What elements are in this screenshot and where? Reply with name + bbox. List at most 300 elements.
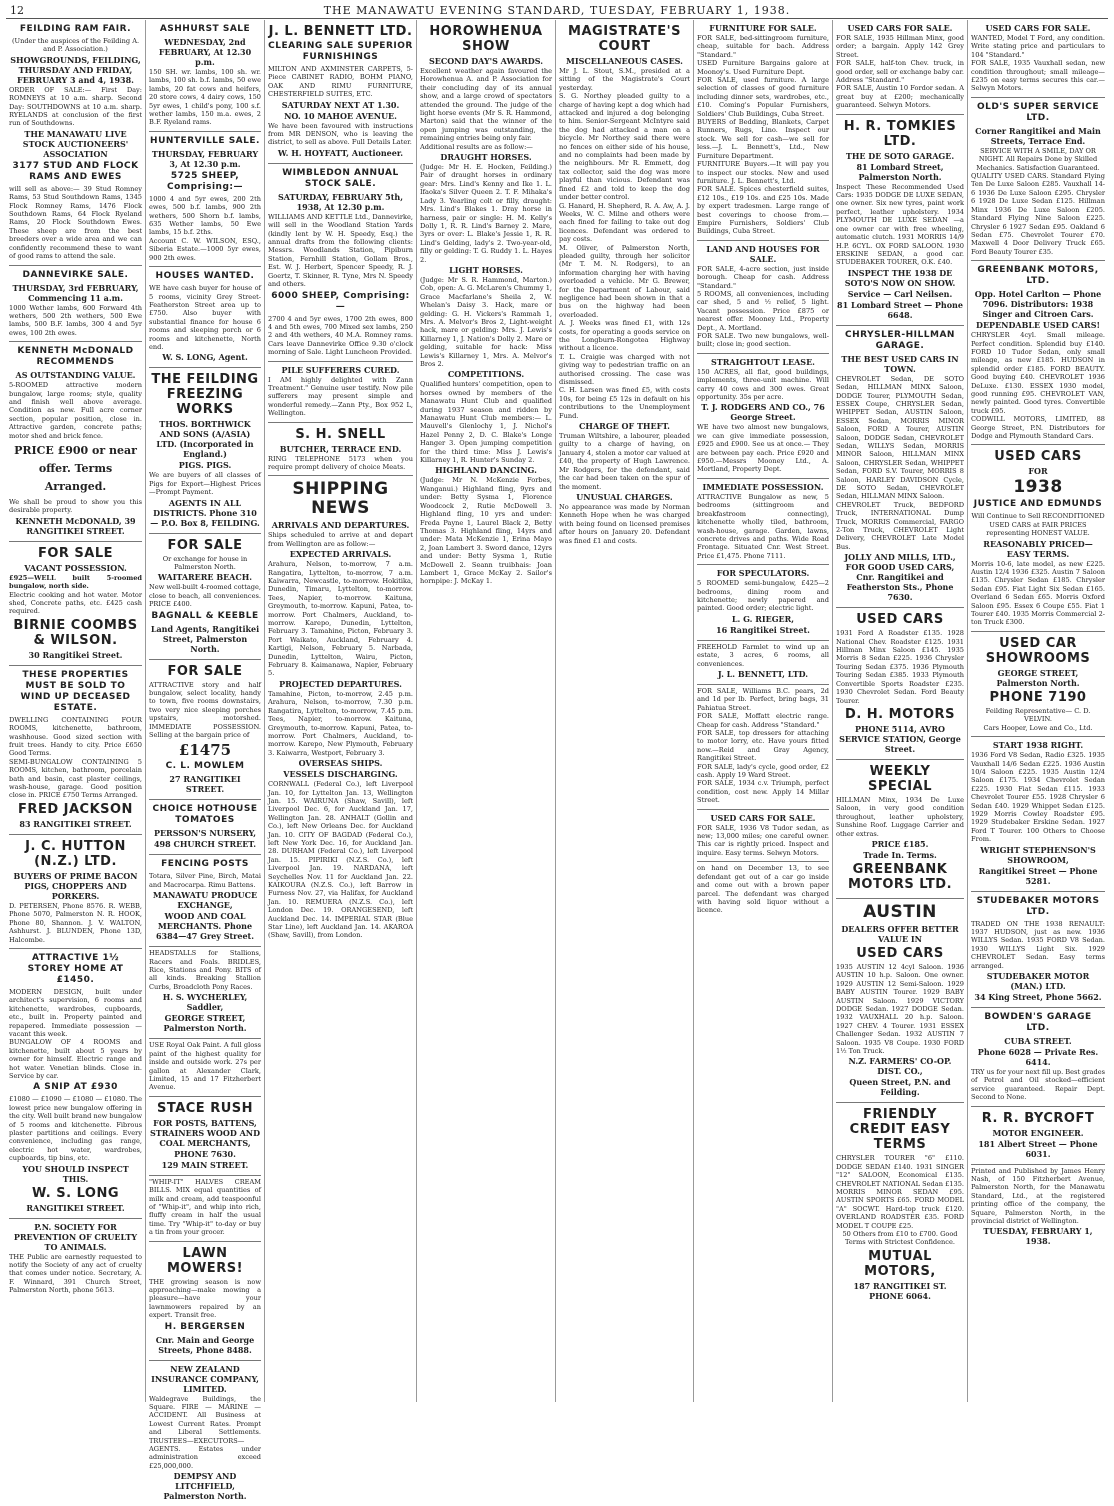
ad-address: GEORGE STREET, Palmerston North.: [163, 1013, 247, 1034]
ad-text: MILTON AND AXMINSTER CARPETS, 5-Piece CABINET RADIO, BOHM PIANO, OAK AND RIMU FURNITURE, CHESTERFIELD SUITES, ETC.: [268, 65, 416, 99]
ad-agent: MANAWATU PRODUCE EXCHANGE,: [152, 890, 258, 911]
ad-subtitle: FOR: [1028, 466, 1048, 477]
ad-address: NO. 10 MAHOE AVENUE.: [284, 110, 397, 121]
section-heading: FOR SPECULATORS.: [716, 568, 810, 579]
article-headline: SHIPPING NEWS: [292, 479, 389, 519]
ad-subtitle: WAITARERE BEACH.: [157, 572, 253, 583]
ad-whip-it: [149, 1176, 264, 1242]
ad-subtitle: CLEARING SALE SUPERIOR FURNISHINGS: [268, 41, 413, 62]
ad-price: PRICE £185.: [871, 838, 929, 849]
ad-text: 1000 4 and 5yr ewes, 200 2th ewes, 500 b.f. lambs, 900 2th wethers, 500 Shorn b.f. lambs, 635 Wether lambs, 50 Ewe lambs, 15 b.f. 2ths.: [149, 194, 264, 237]
ad-agent: C. L. MOWLEM: [165, 761, 245, 772]
article-subheading: HIGHLAND DANCING.: [435, 465, 537, 476]
ad-title: PILE SUFFERERS CURED.: [281, 364, 400, 375]
ad-text: DWELLING CONTAINING FOUR ROOMS, kitchenette, bathroom, washhouse. Good sized section with fruit trees. Handy to city. Price £650 Good Terms.: [9, 715, 145, 758]
ad-address: 34 King Street, Phone 5662.: [974, 992, 1102, 1002]
ad-count: 3177 STUD AND FLOCK RAMS AND EWES: [12, 160, 139, 182]
article-text: Ships scheduled to arrive at and depart from Wellington are as follow:—: [268, 531, 416, 548]
ad-text: Electric cooking and hot water. Motor shed, Concrete paths, etc. £425 cash required.: [9, 590, 145, 616]
ad-address: 129 MAIN STREET.: [161, 1159, 249, 1170]
ad-title: KENNETH McDONALD RECOMMENDS: [17, 346, 134, 368]
ad-tomatoes: [149, 800, 261, 855]
ad-title: ATTRACTIVE 1½ STOREY HOME AT £1450.: [27, 952, 124, 985]
classified-text: FOR SALE, 1935 Vauxhall sedan, new condition throughout; small mileage—£235 on easy terms secures this car.—Selwyn Motors.: [971, 59, 1108, 93]
ad-agent: BIRNIE COOMBS & WILSON.: [13, 617, 138, 648]
ad-text: Account C. W. WILSON, ESQ., Siberia Estate.—1000 5yr ewes, 900 2th ewes.: [149, 236, 264, 262]
ad-agent: WRIGHT STEPHENSON'S SHOWROOM,: [980, 844, 1096, 865]
section-heading: USED CARS FOR SALE.: [985, 23, 1091, 33]
ad-address: 27 RANGITIKEI STREET.: [169, 774, 241, 795]
ad-text: 1936 Ford V8 Sedan, Radio £325. 1935 Vauxhall 14/6 Sedan £225. 1936 Austin 10/4 Saloon £225. 1935 Austin 12/4 Saloon £175. 1934 Chevrolet Sedan £225. 1930 Fiat Sedan £115. 1933 Chevrolet Tourer £55. 1928 Chrysler 6 Sedan £40. 1929 Whippet Sedan £125. 1929 Morris Cowley Roadster £95. 1929 Studebaker Erskine Sedan. 1927 Ford T Tourer. 100 Others to Choose From.: [971, 751, 1108, 844]
ad-subtitle: Trade In. Terms.: [863, 849, 937, 860]
ad-address: RANGITIKEI STREET.: [26, 1202, 125, 1213]
article-subheading: PROJECTED DEPARTURES.: [279, 678, 402, 689]
article-text: Mr J. L. Stout, S.M., presided at a sitting of the Magistrate's Court yesterday.: [559, 67, 693, 92]
ad-title: FOR SALE: [167, 663, 243, 679]
ad-title: J. C. HUTTON (N.Z.) LTD.: [25, 838, 126, 869]
ad-dannevirke-sale: [9, 266, 145, 343]
ad-text: Will Continue to Sell RECONDITIONED USED CARS at FAIR PRICES representing HONEST VALUE.: [971, 512, 1107, 538]
classified-used-cars-3: [971, 20, 1108, 98]
classified-text: USED Furniture Bargains galore at Moonoy's. Used Furniture Dept.: [697, 59, 832, 76]
ad-text: Waldegrave Buildings, the Square. FIRE — MARINE — ACCIDENT. All Business at Lowest Current Rates. Prompt and Liberal Settlements. TRUSTEES—EXECUTORS—AGENTS. Estates under administration exceed £25,000,000.: [149, 1394, 264, 1470]
ad-title: H. R. TOMKIES LTD.: [843, 118, 957, 149]
ad-title: BOWDEN'S GARAGE LTD.: [984, 1012, 1092, 1033]
ad-text: Inspect These Recommended Used Cars: 1935 DODGE DE LUXE SEDAN, one owner. Six new tyres, paint work perfect, leather upholstery. 1934 PLYMOUTH DE LUXE SEDAN —a one owner car with free wheeling, automatic clutch. 1931 MORRIS 14/9 H.P. 6CYL. OX FORD SALOON. 1930 ERSKINE SEDAN, a good car. STUDEBAKER TOURER, O.K. £40.: [836, 182, 967, 267]
ad-subtitle: BUYERS OF PRIME BACON PIGS, CHOPPERS AND PORKERS.: [13, 870, 138, 901]
ad-text: WILLIAMS AND KETTLE Ltd., Dannevirke, will sell in the Woodland Station Yards (kindly lent by W. H. Speedy, Esq.) the annual drafts from the following clients: Messrs. Woodlands Station, Pipiburn Station, Fernhill Station, Gollam Bros., Est. W. J. Herbert, Spencer Speedy, R. J. Goertz, T. Skinner, R. Tyne, Mrs N. Speedy and others.: [268, 212, 416, 289]
ad-title: FOR SALE: [167, 537, 243, 553]
ad-title: NEW ZEALAND INSURANCE COMPANY, LIMITED.: [151, 1363, 259, 1394]
ad-title: CHOICE HOTHOUSE TOMATOES: [152, 804, 258, 826]
article-text: S. G. Northey pleaded guilty to a charge of having kept a dog which had attacked and injured a dog belonging to him. Senior-Sergeant McIntyre said the dog had attacked a man on a bicycle. Mr Northey said there were no fences on either side of his house, and no complaints had been made by the neighbours. Mr R. Emmett, dog tax collector, said the dog was more playful than vicious. Defendant was fined £2 and told to keep the dog under better control.: [559, 92, 693, 202]
ad-mutual-motors: [836, 1103, 967, 1305]
ad-count: 6000 SHEEP, Comprising:—: [271, 290, 410, 312]
ad-text: THE growing season is now approaching—make mowing a pleasure—have your lawnmowers repaired by an expert. Transit free.: [149, 1277, 264, 1320]
classified-text: FOR SALE. Two new bungalows, well-built; close in; good section.: [697, 332, 829, 349]
ad-title: FOR SALE: [37, 545, 114, 561]
ad-address: 187 RANGITIKEI ST. PHONE 6064.: [853, 1280, 947, 1301]
classified-text: 5 ROOMED semi-bungalow, £425—2 bedrooms, dining room and kitchenette; newly papered and painted. Good order; electric light.: [697, 579, 832, 613]
ad-title: GREENBANK MOTORS, LTD.: [977, 265, 1099, 287]
article-text: Qualified hunters' competition, open to horses owned by members of the Manawatu Hunt Club and qualified during 1937 season and ridden by Manawatu Hunt Club members:— L. Mauvell's Glenlochy 1, J. Nichol's Hazel Penny 2, D. C. Blake's Longe Hanger 3. Open jumping competition for the third time: Miss J. Lewis's Killarney 1, R. Hunter's Sunday 2.: [420, 380, 555, 465]
article-text: G. Hanard, H. Shepherd, R. A. Aw, A. J. Weeks, W. C. Milne and others were each fined for failing to take out dog licences. Defendant was ordered to pay costs.: [559, 201, 693, 244]
ad-chrysler-hillman: [836, 326, 967, 609]
ad-text: will sell as above:— 39 Stud Romney Rams, 53 Stud Southdown Rams, 1345 Flock Romney Rams, 1476 Flock Southdown Rams, 64 Flock Ryeland Rams, 20 Flock Southdown Ewes. These sheep are from the best breeders over a wide area and we can confidently recommend these to want of good rams to attend the sale.: [9, 184, 145, 261]
ad-title: USED CARS: [856, 612, 944, 628]
ad-address: Cnr. Main and George Streets, Phone 8488.: [155, 1334, 255, 1355]
ad-address: PHONE 5114, AVRO SERVICE STATION, George Street.: [839, 723, 961, 754]
ad-bycroft: [971, 1107, 1105, 1165]
ad-text: New well-built 4-roomed cottage, close to beach, all conveniences. PRICE £400.: [149, 583, 264, 609]
classified-immediate-possession: [697, 479, 832, 565]
ad-dh-motors: [836, 608, 967, 760]
ad-tomkies: [836, 115, 967, 326]
ad-address: GEORGE STREET, Palmerston North.: [996, 667, 1080, 688]
ad-subtitle: SHOWGROUNDS, FEILDING, THURSDAY AND FRIDAY, FEBRUARY 3 and 4, 1938.: [10, 54, 141, 85]
ad-title: R. R. BYCROFT: [981, 1110, 1095, 1126]
ad-text: 1935 AUSTIN 12 4cyl Saloon. 1936 AUSTIN 10 h.p. Saloon. One owner. 1929 AUSTIN 12 Semi-Saloon. 1929 BABY AUSTIN Tourer. 1929 BABY AUSTIN Saloon. 1929 VICTORY DODGE Sedan. 1927 DODGE Sedan. 1932 VAUXHALL 20 h.p. Saloon. 1927 CHEV. 4 Tourer. 1931 ESSEX Challenger Sedan. 1932 AUSTIN 7 Saloon. 1935 V8 Coupe. 1930 FORD 1½ Ton Truck.: [836, 962, 967, 1055]
classified-text: FOR SALE, Moffatt electric range. Cheap for cash. Address "Standard.": [697, 712, 832, 729]
page-number: 12: [10, 4, 24, 17]
article-text: (Judge: Mr S. R. Hammond, Marton.) Cob, open: A. G. McLaren's Chummy 1, Grace Macfarlane's Sheila 2, W. Whelan's Daisy 3. Hack, mare or gelding: G. H. Vickers's Rammah 1, Mrs. A. Melvor's Bros 2, Light-weight hack, mare or gelding: Mrs. J. Lewis's Killarney 1, J. Nation's Dolly 2. Mare or gelding, suitable for hack: Miss Lewis's Killarney 1, Mrs. A. Melvor's Bros 2.: [420, 275, 555, 368]
classified-text: 150 ACRES, all flat, good buildings, implements, three-unit machine. Will carry 40 cows and 300 ewes. Great opportunity. 35s per acre.: [697, 367, 832, 402]
ad-text: HEADSTALLS for Stallions, Racers and Foals. BRIDLES, Rice, Stations and Pony. BITS of all kinds. Breaking Stallion Curbs, Broadcloth Pony Races.: [149, 949, 264, 991]
ad-agent: MUTUAL MOTORS,: [864, 1248, 936, 1279]
ad-olds-super-service: [971, 98, 1108, 261]
ad-mowlem: [149, 660, 264, 801]
article-text: Arahura, Nelson, to-morrow, 7 a.m. Rangatira, Lyttelton, to-morrow, 7 a.m. Kaiwarra, Newcastle, to-morrow. Hokitika, Dunedin, Timaru, Lyttelton, to-morrow. Tees, Napier, to-morrow. Kaituna, Greymouth, to-morrow. Kapuni, Patea, to-morrow. Port Chalmers, Auckland, to-morrow. Karepo, Dunedin, Lyttelton, February 3. Tamahine, Picton, February 3. Port Waikato, Auckland, February 4. Kartigi, Nelson, February 5. Narbada, Dunedin, Lyttelton, Wairu, Picton, February 8. Kaimanawa, Napier, February 5.: [268, 560, 416, 678]
article-subheading: MISCELLANEOUS CASES.: [566, 56, 683, 66]
ad-agent: FRED JACKSON: [18, 801, 133, 817]
ad-agent: D. H. MOTORS: [845, 706, 955, 722]
ad-subtitle: THE DE SOTO GARAGE.: [845, 150, 955, 161]
ad-address: 81 Lombard Street, Palmerston North.: [856, 161, 944, 182]
ad-text: HILLMAN Minx, 1934 De Luxe Saloon, in very good condition throughout, leather upholstery, Sunshine Roof. Luggage Carrier and other extras.: [836, 795, 967, 838]
ad-text: Or exchange for house in Palmerston North.: [162, 554, 250, 571]
ad-title: THESE PROPERTIES MUST BE SOLD TO WIND UP DECEASED ESTATE.: [20, 669, 131, 713]
ad-title: THE FEILDING FREEZING WORKS: [151, 372, 259, 418]
ad-hutton: [9, 835, 145, 949]
classified-speculators: [697, 565, 832, 641]
classified-misc: [697, 685, 832, 810]
ad-text: We have been favoured with instructions from MR DENSON, who is leaving the district, to sell as above. Full Details Later.: [268, 121, 416, 147]
ad-subtitle: YOU SHOULD INSPECT THIS.: [22, 1163, 129, 1184]
article-subheading: VESSELS DISCHARGING.: [283, 769, 398, 780]
ad-subtitle: DEPENDABLE USED CARS!: [976, 320, 1100, 331]
classified-text: FOR SALE, 1934 c.v. Triumph, perfect condition, cost new. Apply 14 Millar Street.: [697, 779, 832, 805]
ad-title: FENCING POSTS: [161, 859, 249, 870]
ad-deceased-estate: [9, 666, 145, 835]
column-4: [417, 20, 556, 1402]
newspaper-page: [6, 20, 1108, 1502]
article-subheading: ARRIVALS AND DEPARTURES.: [271, 520, 410, 531]
ad-hunterville-sale: [149, 132, 264, 267]
ad-title: WIMBLEDON ANNUAL STOCK SALE.: [282, 167, 399, 189]
ad-text: CHEVROLET Sedan, DE SOTO Sedan, HILLMAN MINX Saloon, DODGE Tourer, PLYMOUTH Sedan, ESSEX Coupe, CHRYSLER Sedan, WHIPPET Sedan, AUSTIN Saloon, ESSEX Sedan, MORRIS MINOR Saloon, FORD A Tourer, AUSTIN Saloon, DODGE Sedan, CHEVROLET Sedan, WILLYS Sedan, MORRIS MINOR Saloon, HILLMAN MINX Saloon, CHRYSLER Sedan, WHIPPET Sedan, FORD S.V. Tourer, MORRIS 8 Saloon, HARLEY DAVIDSON Cycle, DE SOTO Sedan, CHEVROLET Sedan, HILLMAN MINX Saloon.: [836, 374, 967, 501]
ad-nz-insurance: [149, 1361, 264, 1506]
section-heading: IMMEDIATE POSSESSION.: [702, 481, 824, 492]
article-subheading: DRAUGHT HORSES.: [440, 152, 532, 163]
ad-subtitle: FOR POSTS, BATTENS, STRAINERS WOOD AND COAL MERCHANTS,: [149, 1117, 261, 1148]
ad-text: ATTRACTIVE story and half bungalow, select locality, handy to town, five rooms downstairs, two very nice sleeping porches upstairs, motorshed. IMMEDIATE POSSESSION. Selling at the bargain price of: [149, 680, 264, 740]
section-heading: USED CARS FOR SALE.: [710, 812, 816, 823]
ad-snell-butcher: [268, 423, 416, 477]
ad-title: WEEKLY SPECIAL: [868, 763, 932, 794]
ad-address: 498 CHURCH STREET.: [153, 839, 257, 850]
article-text: Excellent weather again favoured the Horowhenua A. and P. Association for their concluding day of its annual show, and a large crowd of spectators attended the ground. The judge of the light horse events (Mr S. R. Hammond, Marton) said that the winner of the open jumping was outstanding, the remaining entries being only fair.: [420, 67, 555, 143]
ad-title: START 1938 RIGHT.: [992, 740, 1084, 751]
classified-text: FOR SALE, 1936 V8 Tudor sedan, as new; 13,000 miles; one careful owner. This car is rightly priced. Inspect and inquire. Easy terms. Selwyn Motors.: [697, 823, 832, 857]
classified-text: FURNITURE Buyers.—It will pay you to inspect our stocks. New and used furniture. J. L. Bennett's, Ltd.: [697, 160, 832, 185]
ad-text: USE Royal Oak Paint. A full gloss paint of the highest quality for inside and outside work. 27s per gallon at Alexander Clark, Limited, 15 and 17 Fitzherbert Avenue.: [149, 1041, 264, 1092]
article-headline: HOROWHENUA SHOW: [429, 24, 543, 54]
ad-title: DANNEVIRKE SALE.: [22, 269, 129, 280]
classified-text: FOR SALE, 1935 Hillman Minx, good order; a bargain. Apply 142 Grey Street.: [836, 34, 967, 59]
ad-bowdens-garage: [971, 1008, 1108, 1107]
ad-text: THE Public are earnestly requested to notify the Society of any act of cruelty that comes under notice. Secretary, A. F. Winnard, 391 Church Street, Palmerston North, phone 5613.: [9, 1252, 145, 1295]
ad-date: SATURDAY, FEBRUARY 5th, 1938, At 12.30 p.m.: [277, 191, 403, 212]
ad-year: 1938: [1013, 477, 1063, 498]
ad-text: 1000 Wether lambs, 600 Forward 4th wethers, 500 2th wethers, 500 Ewe lambs, 500 B.F. lambs, 300 4 and 5yr ewes, 100 2th ewes.: [9, 303, 145, 337]
classified-text: ATTRACTIVE Bungalow as new, 5 bedrooms (sittingroom and breakfastroom connecting), kitchenette wholly tiled, bathroom, wash-house, garage. Garden, lawns, concrete drives and paths. Wide Road Frontage. Situated Cnr. West Street. Price £1,475. Phone 7111.: [697, 492, 832, 560]
classified-used-cars: [697, 810, 832, 863]
ad-title: ASHHURST SALE: [159, 24, 251, 34]
classified-text: FREEHOLD Farmlet to wind up an estate, 3 acres, 6 rooms, all conveniences.: [697, 642, 832, 668]
ad-text: Totara, Silver Pine, Birch, Matai and Macrocarpa. Rimu Battens.: [149, 872, 264, 889]
ad-text: CHEVROLET Truck, BEDFORD Truck, INTERNATIONAL Dump Truck, MORRIS Commercial, FARGO 2-Ton Truck, CHEVROLET Light Delivery, CHEVROLET Late Model Bus.: [836, 500, 967, 551]
ad-text: SEMI-BUNGALOW CONTAINING 5 ROOMS, kitchen, bathroom, porcelain bath and basin, cast plaster ceilings, wash-house, garage. Good position close in. PRICE £750 Terms Arranged.: [9, 757, 145, 800]
ad-agent: BAGNALL & KEEBLE: [151, 610, 259, 621]
ad-text: Feilding Representative— C. D. VELVIN.: [985, 706, 1093, 724]
ad-phone: 81 Lombard Street — Phone 6648.: [837, 299, 963, 320]
ad-studebaker-motors: [971, 892, 1108, 1008]
article-text: Truman Wiltshire, a labourer, pleaded guilty to a charge of having, on January 4, stolen a motor car valued at £40, the property of Hugh Lawrence. Mr Rodgers, for the defendant, said the car had been taken on the spur of the moment.: [559, 432, 693, 491]
ad-kenneth-mcdonald: [9, 342, 145, 542]
ad-text: BUNGALOW OF 4 ROOMS and kitchenette, built about 5 years by owner for himself. Electric range and hot water. Venetian blinds. Close in. Service by car.: [9, 1038, 145, 1080]
ad-storey-home: [9, 949, 145, 1219]
article-text: Tamahine, Picton, to-morrow, 2.45 p.m. Arahura, Nelson, to-morrow, 7.30 p.m. Rangatira, Lyttelton, to-morrow, 7.45 p.m. Tees, Napier, to-morrow. Kaituna, Greymouth, to-morrow. Kapuni, Patea, to-morrow. Port Chalmers, Auckland, to-morrow. Karepo, New Plymouth, February 3. Kaiwarra, Westport, February 3.: [268, 689, 416, 757]
ad-address: 83 RANGITIKEI STREET.: [19, 818, 132, 829]
ad-agent: J. L. BENNETT, LTD.: [717, 668, 809, 679]
imprint: [971, 1165, 1108, 1252]
ad-saddler: [149, 947, 264, 1039]
article-text: CORNWALL (Federal Co.), left Liverpool Jan. 10, for Lyttelton Jan. 13, Wellington Jan. 15. WAIRUNA (Shaw, Savill), left Liverpool Dec. 6, for Auckland Jan. 17, Wellington Jan. 28. ANHALT (Gollin and Co.), left New Orleans Dec. for Auckland Jan. 10. CITY OF BAGDAD (Federal Co.), left New York Dec. 16, for Auckland Jan. 28. DURHAM (Federal Co.), left Liverpool Jan. 15. PIPIRIKI (N.Z.S. Co.), left Liverpool Jan. 19. NARDANA, left Seychelles Nov. 11 for Auckland Jan. 22. KAIKOURA (N.Z.S. Co.), left Barrow in Furness Nov. 27, via Halifax, for Auckland Jan. 10. REMUERA (N.Z.S. Co.), left London Dec. 19. ORANGESEND, left Auckland Dec. 14. IMPERIAL STAR (Blue Star Line), left Auckland Jan. 14. AKAROA (Shaw, Savill), from London.: [268, 780, 416, 940]
article-text: C. H. Larsen was fined £5, with costs 10s, for being £5 12s in default on his contributions to the Unemployment Fund.: [559, 386, 693, 420]
ad-address: 30 Rangitikei Street.: [28, 649, 123, 660]
classified-freehold: [697, 641, 832, 685]
ad-used-car-showrooms: [971, 632, 1105, 737]
article-horowhenua-show: [420, 20, 555, 590]
ad-subtitle: VACANT POSSESSION.: [24, 562, 127, 573]
ad-title: J. L. BENNETT LTD.: [268, 24, 413, 39]
section-heading: USED CARS FOR SALE.: [847, 23, 953, 33]
column-1: [6, 20, 146, 1402]
column-2: [146, 20, 265, 1502]
classified-text: FOR SALE, lady's cycle, good order, £2 cash. Apply 19 Ward Street.: [697, 762, 832, 780]
ad-title: STACE RUSH: [156, 1100, 254, 1116]
ad-freezing-works: [149, 368, 264, 533]
ad-text: 50 Others from £10 to £700. Good Terms with Strictest Confidence.: [842, 1230, 960, 1247]
ad-text: 1931 Ford A Roadster £135. 1928 National Chev. Roadster £125. 1931 Hillman Minx Saloon £145. 1935 Morris 8 Sedan £225. 1936 Chrysler Touring Sedan £375. 1936 Plymouth Touring Sedan £385. 1933 Plymouth Convertible Sports Roadster £235. 1930 Chevrolet Sedan. Ford Beauty Tourer.: [836, 629, 967, 705]
ad-text: We are buyers of all classes of Pigs for Export—Highest Prices—Prompt Payment.: [149, 471, 264, 497]
ad-text: 150 SH. wr. lambs, 100 sh. wr. lambs, 100 sh. b.f. lambs, 50 ewe lambs, 20 fat cows and heifers, 20 store cows, 4 dairy cows, 150 5yr ewes, 1 child's pony, 100 s.f. wether lambs, 150 m.a. ewes, 2 B.F. Ryeland rams.: [149, 68, 264, 127]
ad-text: TRY us for your next fill up. Best grades of Petrol and Oil stocked—efficient service guaranteed. Repair Dept. Second to None.: [971, 1068, 1108, 1102]
ad-agent: JOLLY AND MILLS, LTD., FOR GOOD USED CARS, Cnr. Rangitikei and Featherston Sts., Phone 7630.: [844, 552, 956, 603]
column-7: [833, 20, 968, 1402]
ad-agent: H. BERGERSEN: [164, 1321, 246, 1332]
column-6: [694, 20, 833, 1402]
ad-subtitle: REASONABLY PRICED— EASY TERMS.: [983, 538, 1093, 559]
classified-text: FOR SALE, Williams B.C. pears, 2d and 1d per lb. Perfect, bring bags, 31 Pahiatua Street.: [697, 686, 832, 712]
ad-subtitle: USED CARS: [856, 945, 944, 961]
ad-wimbledon-sale: [268, 164, 416, 362]
ad-subtitle: THOS. BORTHWICK AND SONS (A/ASIA) LTD. (Incorporated in England.): [156, 419, 254, 460]
ad-waitarere: [149, 534, 264, 660]
classified-straightout-lease: [697, 354, 832, 479]
ad-agent: W. S. LONG: [32, 1185, 119, 1201]
ad-title: HOUSES WANTED.: [155, 271, 255, 282]
ad-agent: DEMPSY AND LITCHFIELD, Palmerston North.: [163, 1471, 247, 1502]
classified-land-houses: [697, 241, 832, 354]
column-3: [265, 20, 417, 1402]
masthead: [6, 4, 1108, 19]
ad-agent: W. H. HOYFATT, Auctioneer.: [277, 147, 404, 158]
section-heading: STRAIGHTOUT LEASE.: [711, 356, 815, 367]
classified-text: 5 ROOMS, all conveniences, including car shed, 5 and ½ relief, 5 light. Vacant possession. Price £875 or nearest offer. Mooney Ltd., Property Dept., A. Mortland.: [697, 289, 832, 332]
article-subheading: LIGHT HORSES.: [449, 264, 523, 275]
ad-price: A SNIP AT £930: [33, 1082, 118, 1093]
article-continued: [697, 862, 832, 918]
ad-agent: T. J. RODGERS AND CO., 76 George Street.: [701, 402, 825, 423]
ad-text: 2700 4 and 5yr ewes, 1700 2th ewes, 800 4 and 5th ewes, 700 Mixed sex lambs, 250 2 and 4th wethers, 40 M.A. Romney rams. Cars leave Dannevirke Office 9.30 o'clock morning of Sale. Light Luncheon Provided.: [268, 314, 416, 357]
ad-fencing-posts: [149, 855, 264, 947]
ad-title: FRIENDLY CREDIT EASY TERMS: [849, 1107, 951, 1153]
ad-address: 181 Albert Street — Phone 6031.: [978, 1138, 1098, 1159]
ad-text: Morris 10-6, late model, as new £225. Austin 12/4 1936 £325. Austin 7 Saloon £135. Chrysler Sedan £185. Chrysler Sedan £95. Fiat Light Six Sedan £165. Overland 6 Sedan £65. Morris Oxford Saloon £95. Essex 6 Coupe £55. Fiat 1 Tourer £40. 1935 Morris Commercial 2-ton Truck £300.: [971, 559, 1108, 627]
ad-royal-oak-paint: [149, 1039, 264, 1096]
ad-title: HUNTERVILLE SALE.: [150, 135, 260, 146]
ad-lawn-mowers: [149, 1242, 264, 1361]
ad-justice-edmunds: [971, 445, 1108, 631]
column-5: [556, 20, 694, 1402]
article-text: (Judge: Mr H. E. Hocken, Feilding.) Pair of draught horses in ordinary gear: Mrs. Lind's Kenny and Ike 1. L. Ifaoka's Silver Queen 2. T. F. Mihaka's Lady 3. Yearling colt or filly, draught: Mrs. Lind's Blakes 1. Dray horse in harness, pair or single: H. M. Kelly's Dolly 1, R. R. Lind's Barney 2. Mare, 3yrs or over: L. Blake's Jessie 1, R. R. Lind's Gelding, lady's 2. Two-year-old, filly or gelding: T. G. Ruddy 1. L. Hayes 2.: [420, 163, 555, 264]
ad-for-sale-vacant: [9, 542, 145, 666]
ad-agent: W. S. LONG, Agent.: [162, 352, 248, 363]
ad-phone: PHONE 7630.: [174, 1148, 236, 1159]
classified-text: FOR SALE, 4-acre section, just inside borough. Cheap for cash. Address "Standard.": [697, 264, 832, 290]
ad-subtitle: AS OUTSTANDING VALUE.: [15, 370, 136, 381]
ad-text: "WHIP-IT" HALVES CREAM BILLS. MIX equal quantities of milk and cream, add teaspoonful of "Whip-it", and whip into rich, fluffy cream in half the usual time. Try "Whip-it" to-day or buy a tin from your grocer.: [149, 1177, 264, 1237]
ad-title: CHRYSLER-HILLMAN GARAGE.: [845, 329, 955, 351]
ad-count: 5725 SHEEP, Comprising:—: [166, 170, 244, 192]
ad-address: Land Agents, Rangitikei Street, Palmerston North.: [150, 623, 260, 654]
article-text: A. J. Weeks was fined £1, with 12s costs, for operating a goods service on the Longburn-Rongotea Highway without a licence.: [559, 319, 693, 353]
ad-agent: PERSSON'S NURSERY,: [153, 828, 257, 839]
ad-text: ORDER OF SALE:— First Day: ROMNEYS at 10 a.m. sharp. Second Day: SOUTHDOWNS at 10 a.m. sharp. RYELANDS at conclusion of the first run of Southdowns.: [9, 85, 145, 128]
ad-price: PRICE £900 or near offer. Terms Arranged.: [14, 443, 137, 493]
ad-title: S. H. SNELL: [295, 426, 386, 442]
ad-text: D. PETERSEN, Phone 8576. R. WEBB, Phone 5070, Palmerston N. R. HOOK, Phone 80, Shannon. J. V. WALTON, Ashhurst. J. BLUNDEN, Phone 13D, Halcombe.: [9, 901, 145, 944]
ad-subtitle: WEDNESDAY, 2nd FEBRUARY, At 12.30 p.m.: [158, 37, 252, 67]
ad-address: WOOD AND COAL MERCHANTS. Phone 6384—47 Grey Street.: [155, 911, 255, 942]
ad-text: We shall be proud to show you this desirable property.: [9, 497, 145, 515]
classified-used-cars-2: [836, 20, 967, 115]
ad-price: £1475: [178, 741, 232, 760]
article-text: T. L. Craigie was charged with not giving way to pedestrian traffic on an authorised crossing. The case was dismissed.: [559, 352, 693, 387]
ad-agent: STUDEBAKER MOTOR (MAN.) LTD.: [986, 971, 1090, 991]
ad-title: AUSTIN: [863, 901, 937, 922]
article-subheading: COMPETITIONS.: [447, 369, 525, 380]
ad-subtitle: Opp. Hotel Carlton — Phone 7096. Distributors: 1938 Singer and Citroen Cars.: [974, 289, 1102, 320]
ad-subtitle: Corner Rangitikei and Main Streets, Terrace End.: [975, 125, 1101, 146]
classified-text: FOR SALE, used furniture. A large selection of classes of good furniture including dinner sets, wardrobes, etc., £10. Coming's Popular Furnishers, Soldiers' Club Buildings, Cuba Street.: [697, 76, 832, 118]
ad-title: OLD'S SUPER SERVICE LTD.: [977, 101, 1099, 123]
ad-houses-wanted: [149, 267, 264, 368]
ad-text: RING TELEPHONE 5173 when you require prompt delivery of choice Meats.: [268, 454, 416, 471]
classified-furniture: [697, 20, 832, 241]
section-heading: LAND AND HOUSES FOR SALE.: [706, 243, 820, 264]
ad-wright-stephenson: [971, 737, 1108, 891]
ad-address: AGENTS IN ALL DISTRICTS. Phone 310 — P.O. Box 8, FEILDING.: [150, 497, 260, 528]
ad-agent: GREENBANK MOTORS LTD.: [847, 861, 953, 892]
ad-text: MODERN DESIGN, built under architect's supervision, 6 rooms and kitchenette, wardrobes, cupboards, etc., built in. Property painted and repapered. Immediate possession — vacant this week.: [9, 987, 145, 1038]
ad-text: SERVICE WITH A SMILE, DAY OR NIGHT. All Repairs Done by Skilled Mechanics. Satisfaction Guaranteed.: [976, 146, 1100, 172]
classified-text: FOR SALE, top dressers for attaching to motor lorry, etc. Have yours fitted now.—Reid and Gray Agency, Rangitikei Street.: [697, 729, 832, 763]
ad-agent: JUSTICE AND EDMUNDS: [973, 499, 1103, 510]
ad-text: WE have cash buyer for house of 5 rooms, vicinity Grey Street-Featherston Street area up to £750. Also buyer with substantial finance for house 6 rooms and sleeping porch or 6 rooms and kitchenette, North end.: [149, 284, 264, 351]
ad-title: FEILDING RAM FAIR.: [19, 24, 132, 34]
article-text: No appearance was made by Norman Kenneth Hope when he was charged with being found on licensed premises after hours on January 20. Defendant was fined £1 and costs.: [559, 502, 693, 545]
ad-price: £925—WELL built 5-roomed bungalow, north side.: [9, 573, 145, 591]
classified-text: WE have two almost new bungalows, we can give immediate possession, £925 and £900. See us at once.— They are between pay each. Price £920 and £950.—Messrs Mooney Ltd., A. Mortland, Property Dept.: [697, 423, 832, 474]
article-shipping-news: [268, 476, 416, 943]
newspaper-title: THE MANAWATU EVENING STANDARD, TUESDAY, FEBRUARY 1, 1938.: [323, 4, 791, 17]
ad-subtitle: BUTCHER, TERRACE END.: [279, 443, 402, 454]
article-subheading: UNUSUAL CHARGES.: [576, 491, 673, 502]
classified-text: WANTED, Model T Ford, any condition. Write stating price and particulars to 104 "Standard.": [971, 34, 1108, 59]
ad-text: CODWILL MOTORS, LIMITED, 88 George Street, P.N. Distributors for Dodge and Plymouth Standard Cars.: [971, 415, 1108, 440]
ad-text: I AM highly delighted with Zann Treatment." Genuine user testify. Now pile sufferers may present simple and wonderful remedy.—Zann Pty., Box 952 L, Wellington.: [268, 375, 416, 418]
column-8: [968, 20, 1108, 1402]
ad-title: USED CAR SHOWROOMS: [985, 635, 1091, 666]
ad-pile-sufferers: [268, 362, 416, 423]
ad-weekly-special: [836, 760, 967, 899]
ad-bennett-clearing-sale: [268, 20, 416, 164]
ad-text: 5-ROOMED attractive modern bungalow, large rooms; style, quality and finish well above average. Condition as new. Full acre corner section, popular position, close in. Attractive garden, concrete paths; motor shed and brick fence.: [9, 381, 145, 440]
ad-subtitle: Service — Carl Neilsen.: [847, 288, 953, 299]
ad-title: P.N. SOCIETY FOR PREVENTION OF CRUELTY TO ANIMALS.: [13, 1221, 138, 1252]
ad-address: Queen Street, P.N. and Feilding.: [849, 1077, 951, 1098]
ad-subtitle: DEALERS OFFER BETTER VALUE IN: [841, 923, 959, 944]
classified-text: FOR SALE, Austin 10 Fordor sedan. A great buy at £200; mechanically guaranteed. Selwyn Motors.: [836, 84, 967, 110]
article-magistrates-court: [559, 20, 693, 549]
imprint-text: Printed and Published by James Henry Nash, of 150 Fitzherbert Avenue, Palmerston North, for the Manawatu Standard, Ltd., at the registered printing office of the company, the Square, Palmerston North, in the provincial district of Wellington.: [971, 1166, 1108, 1226]
article-text: Additional results are as follow:—: [420, 142, 533, 151]
ad-stace-rush: [149, 1097, 261, 1176]
article-subheading: SECOND DAY'S AWARDS.: [428, 56, 544, 66]
ad-text: (Under the auspices of the Feilding A. and P. Association.): [11, 37, 142, 54]
imprint-date: TUESDAY, FEBRUARY 1, 1938.: [983, 1226, 1093, 1247]
ad-text: QUALITY USED CARS. Standard Flying Ten De Luxe Saloon £285. Vauxhall 14-6 1936 De Luxe Saloon £295. Chrysler 6 1928 De Luxe Sedan £125. Hillman Minx 1936 De Luxe Saloon £205. Standard Flying Nine Saloon £225. Chrysler 6 1927 Sedan £95. Oakland 6 Sedan £75. Chevrolet Tourer £70. Maxwell 4 Door Delivery Truck £65. Ford Beauty Tourer £35.: [971, 172, 1108, 256]
ad-phone: Phone 6028 — Private Res. 6414.: [977, 1047, 1099, 1067]
article-text: on hand on December 13, to see defendant get out of a car go inside and come out with a brown paper parcel. The defendant was charged with having sold liquor without a licence.: [697, 864, 832, 915]
ad-subtitle: THURSDAY, FEBRUARY 3, At 12.30 p.m.: [151, 148, 259, 169]
ad-agent: KENNETH McDONALD, 39 RANGITIKEI STREET.: [15, 515, 136, 536]
ad-subtitle: INSPECT THE 1938 DE SOTO'S NOW ON SHOW.: [844, 267, 956, 288]
ad-subtitle: THE BEST USED CARS IN TOWN.: [841, 353, 959, 374]
section-heading: FURNITURE FOR SALE.: [709, 23, 817, 33]
article-text: M. Oliver, of Palmerston North, pleaded guilty, through her solicitor (Mr T. M. N. Rodgers), to an information charging her with having overloaded a vehicle. Mr G. Brewer, for the Department of Labour, said negligence had been shown in that a bus on the highway had been overloaded.: [559, 243, 693, 319]
ad-greenbank-motors: [971, 261, 1108, 445]
article-subheading: EXPECTED ARRIVALS.: [289, 549, 392, 560]
ad-subtitle: THURSDAY, 3rd FEBRUARY, Commencing 11 a.m.: [12, 282, 139, 303]
ad-text: £1080 — £1090 — £1080 — £1080. The lowest price new bungalow offering in the city. Well built brand new bungalow of 5 rooms and kitchenette. Fibrous plaster partitions and ceilings. Every convenience, including gas range, electric hot water, wardrobes, cupboards, tip bins, etc.: [9, 1095, 145, 1163]
ad-agent: N.Z. FARMERS' CO-OP. DIST. CO.,: [848, 1056, 952, 1077]
ad-text: CHRYSLER 4cyl. Small mileage. Perfect condition. Splendid buy £140. FORD 10 Tudor Sedan, only small mileage, as new £185. HUDSON in splendid order £185. FORD BEAUTY. Good buying £40. CHEVROLET 1936 DeLuxe. £130. ESSEX 1930 model, good running £95. CHEVROLET VAN, newly painted. Good tyres. Convertible truck £95.: [971, 331, 1108, 415]
ad-feilding-ram-fair: [9, 20, 145, 266]
ad-date: SATURDAY NEXT AT 1.30.: [281, 99, 400, 110]
ad-agent: H. S. WYCHERLEY, Saddler,: [162, 992, 248, 1013]
article-text: (Judge: Mr N. McKenzie Forbes, Wanganui.) Highland fling, 9yrs and under: Betty Sysma 1, Florence Woodcock 2, Rutie McDowell 3. Highland fling, 10 yrs and under: Freda Payne 1, Laurel Black 2, Betty Thomas 3. Highland fling, 14yrs and under: Mata McKenzie 1, Erina Mayo 2, Joan Lambert 3. Sword dance, 12yrs and under: Betty Sysma 1, Rutie McDowell 2. Seann truibhais: Joan Lambert 1, Grace McKay 2. Sailor's hornpipe: J. McKay 1.: [420, 476, 555, 586]
ad-subtitle: PIGS. PIGS.: [178, 460, 232, 471]
article-headline: MAGISTRATE'S COURT: [568, 24, 681, 54]
classified-text: FOR SALE, bed-sittingroom furniture, cheap, suitable for bach. Address "Standard.": [697, 34, 832, 59]
ad-austin-dealers: [836, 899, 967, 1103]
ad-address: Rangitikei Street — Phone 5281.: [978, 865, 1098, 886]
ad-subtitle: CUBA STREET.: [1004, 1036, 1072, 1046]
ad-agent: L. G. RIEGER,: [731, 613, 795, 624]
